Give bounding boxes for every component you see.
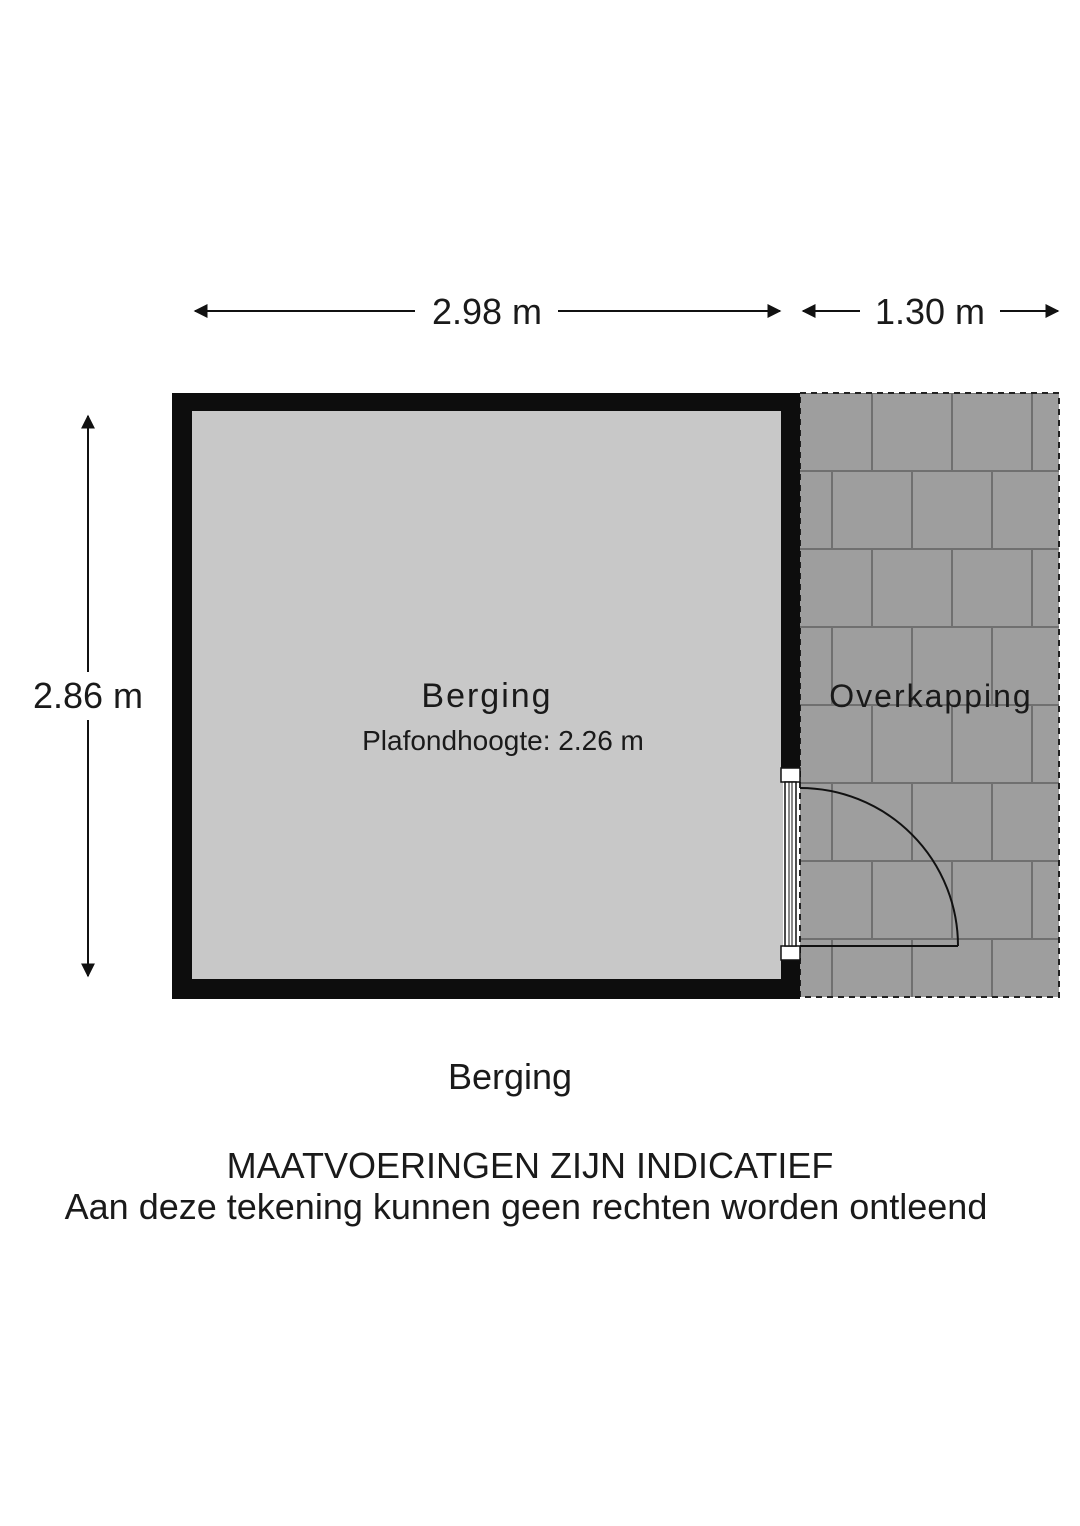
dimension-height (33, 416, 143, 976)
floor-title: Berging (447, 1056, 573, 1097)
dimension-room-width-label: 2.98 m (431, 291, 543, 332)
disclaimer-heading: MAATVOERINGEN ZIJN INDICATIEF (226, 1145, 834, 1186)
dimension-overkapping-width-label: 1.30 m (874, 291, 986, 332)
room-ceiling-height: Plafondhoogte: 2.26 m (362, 725, 644, 756)
dimension-height-label: 2.86 m (32, 675, 144, 716)
dimension-overkapping-width (803, 291, 1058, 332)
disclaimer-text: Aan deze tekening kunnen geen rechten worden ontleend (64, 1186, 988, 1227)
room-name-overkapping: Overkapping (829, 678, 1033, 714)
room-name-berging: Berging (421, 677, 553, 715)
dimension-room-width (195, 291, 780, 332)
